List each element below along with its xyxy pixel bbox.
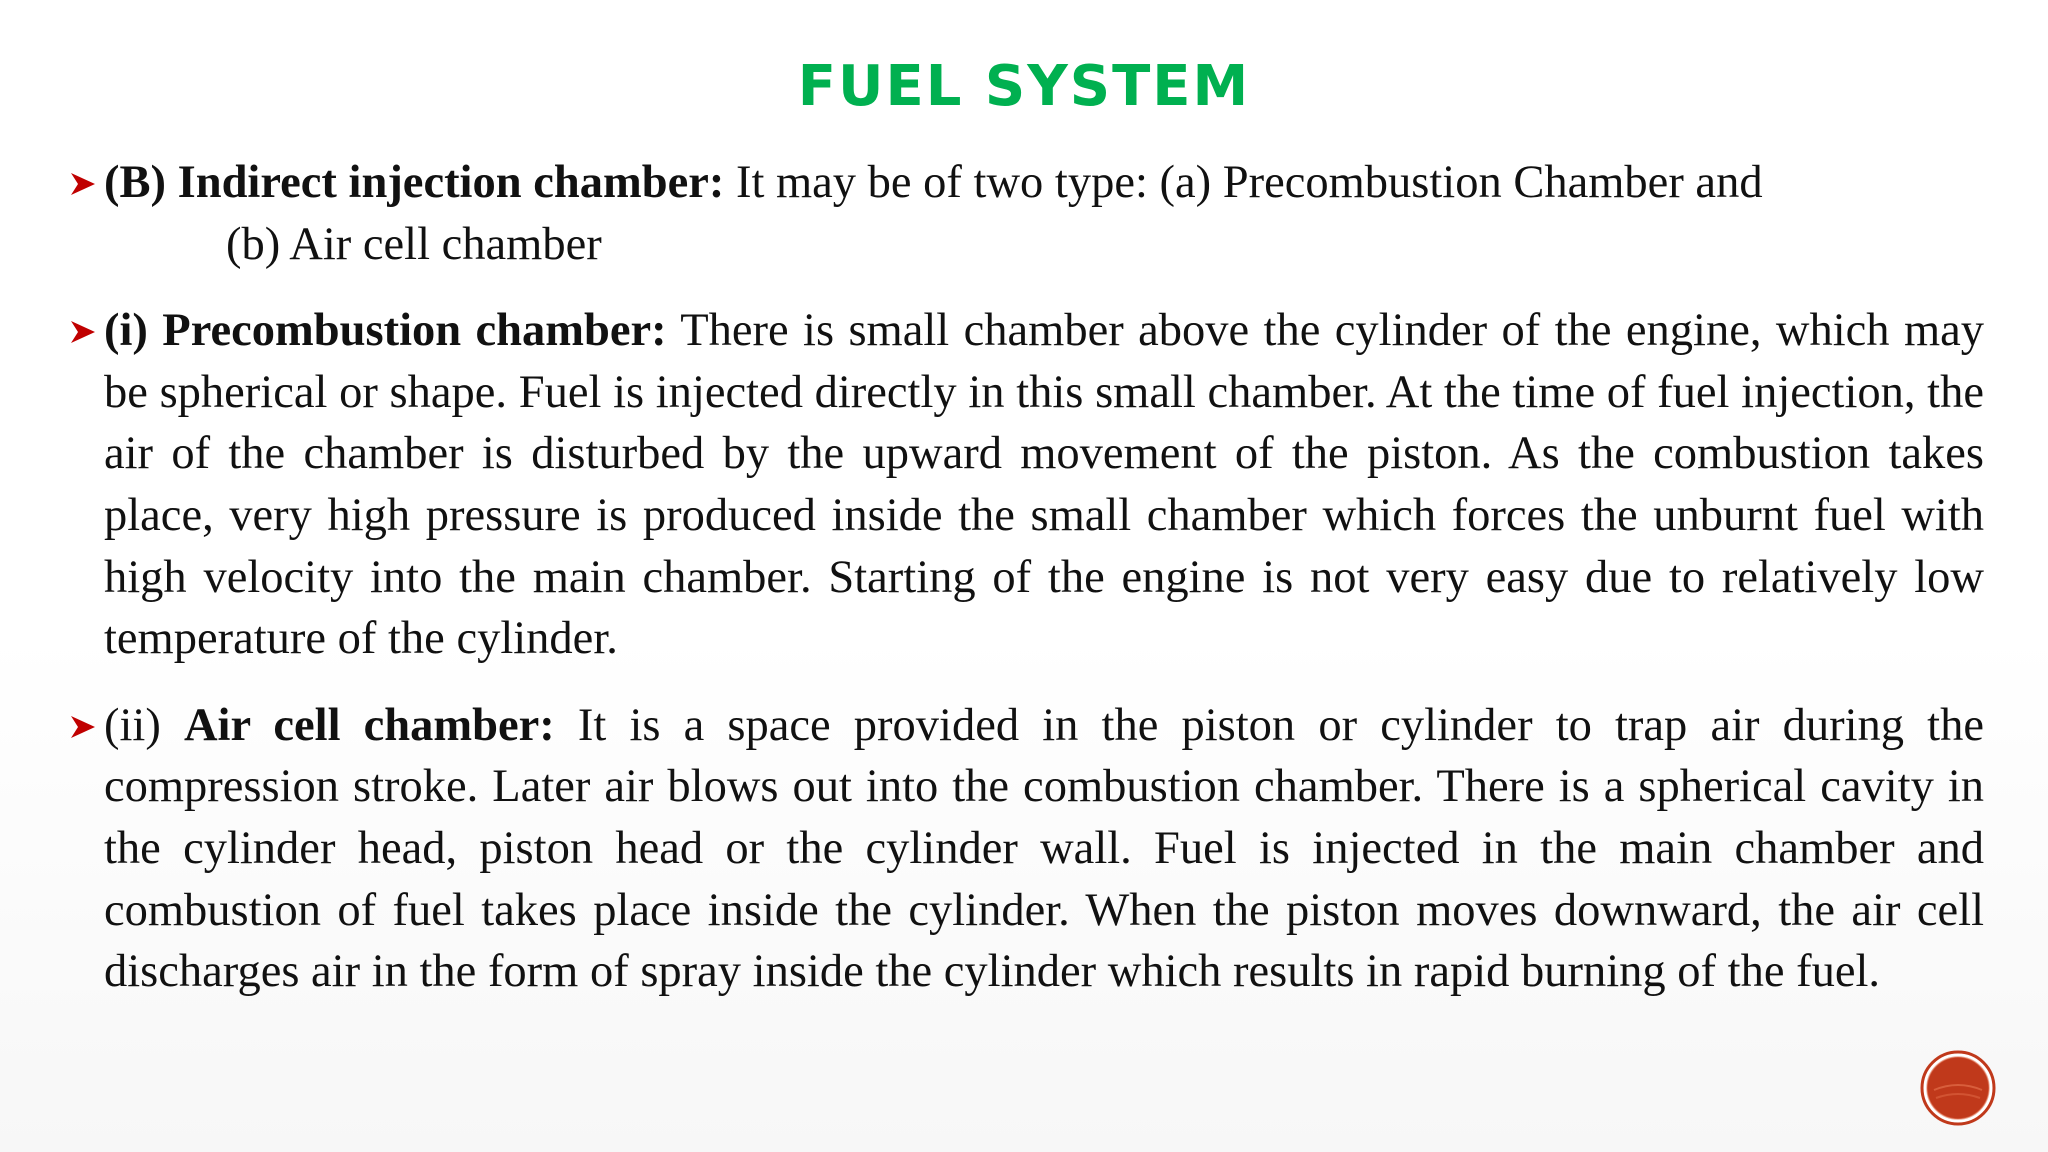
bullet-lead: (i) Precombustion chamber: (104, 305, 667, 357)
arrow-bullet-icon (70, 695, 100, 757)
arrow-bullet-icon (70, 152, 100, 214)
bullet-continuation: (b) Air cell chamber (226, 218, 602, 270)
bullet-text: There is small chamber above the cylinder of the engine, which may be spherical or shape. Fuel is injected directly in this small chamber. At the time of fuel injection, the air of the chamber is disturbed by the upward movement of the piston. As the combustion takes place, very high pressure is produced inside the small chamber which forces the unburnt fuel with high velocity into the main chamber. Starting of the engine is not very easy due to relatively low temperature of the cylinder. (104, 305, 1984, 665)
bullet-text: It may be of two type: (a) Precombustion Chamber and (724, 157, 1763, 208)
bullet-prefix: (ii) (104, 699, 184, 751)
bullet-air-cell-chamber (104, 695, 1984, 1003)
arrow-bullet-icon (70, 300, 100, 362)
bullet-lead: (B) Indirect injection chamber: (104, 157, 725, 208)
red-circle-logo-icon (1920, 1050, 1996, 1126)
slide-title: FUEL SYSTEM (797, 54, 1251, 119)
bullet-lead: Air cell chamber: (183, 699, 555, 751)
slide-body (104, 152, 1984, 1003)
bullet-text: It is a space provided in the piston or cylinder to trap air during the compression stroke. Later air blows out into the combustion chamber. There is a spherical cavity in the cylinder head, piston head or the cylinder wall. Fuel is injected in the main chamber and combustion of fuel takes place inside the cylinder. When the piston moves downward, the air cell discharges air in the form of spray inside the cylinder which results in rapid burning of the fuel. (104, 699, 1984, 998)
bullet-precombustion-chamber (104, 300, 1984, 670)
bullet-indirect-injection (104, 152, 1984, 275)
